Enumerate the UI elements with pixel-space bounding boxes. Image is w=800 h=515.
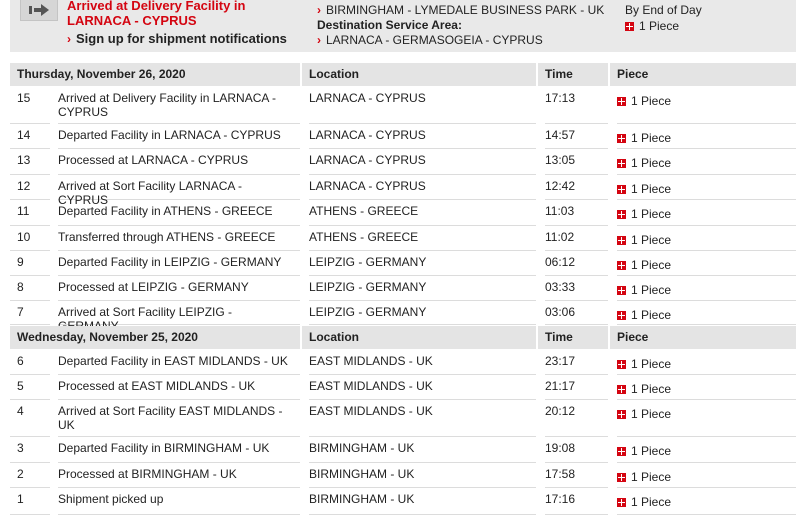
piece-label: 1 Piece xyxy=(631,283,672,297)
event-time: 17:16 xyxy=(545,488,608,515)
day-date-header: Thursday, November 26, 2020 xyxy=(10,63,300,86)
piece-toggle[interactable] xyxy=(617,308,671,322)
piece-label: 1 Piece xyxy=(631,407,672,421)
estimated-delivery: By End of Day xyxy=(625,3,702,17)
piece-label: 1 Piece xyxy=(631,470,672,484)
piece-toggle[interactable] xyxy=(617,407,671,421)
event-piece[interactable] xyxy=(617,400,796,437)
arrow-right-icon xyxy=(20,0,58,21)
expand-plus-icon[interactable] xyxy=(617,498,626,507)
event-piece[interactable] xyxy=(617,437,796,463)
pieces-summary[interactable] xyxy=(625,19,679,33)
expand-plus-icon[interactable] xyxy=(617,360,626,369)
piece-toggle[interactable] xyxy=(617,357,671,371)
expand-plus-icon[interactable] xyxy=(617,236,626,245)
piece-label: 1 Piece xyxy=(631,382,672,396)
event-time: 19:08 xyxy=(545,437,608,463)
event-piece[interactable] xyxy=(617,301,796,325)
piece-label: 1 Piece xyxy=(631,357,672,371)
piece-toggle[interactable] xyxy=(617,233,671,247)
piece-label: 1 Piece xyxy=(631,94,672,108)
event-location: ATHENS - GREECE xyxy=(309,226,536,251)
piece-label: 1 Piece xyxy=(631,207,672,221)
destination-value: LARNACA - GERMASOGEIA - CYPRUS xyxy=(326,33,543,47)
event-number: 9 xyxy=(10,251,50,276)
event-number: 13 xyxy=(10,149,50,175)
shipment-summary xyxy=(10,0,796,52)
piece-toggle[interactable] xyxy=(617,382,671,396)
event-location: EAST MIDLANDS - UK xyxy=(309,400,536,437)
piece-toggle[interactable] xyxy=(617,258,671,272)
expand-plus-icon[interactable] xyxy=(625,22,634,31)
event-description: Arrived at Sort Facility LARNACA - CYPRUS xyxy=(58,175,300,200)
event-description: Departed Facility in LARNACA - CYPRUS xyxy=(58,124,300,149)
location-column-header: Location xyxy=(302,326,536,349)
event-location: LEIPZIG - GERMANY xyxy=(309,251,536,276)
destination-service-area xyxy=(317,33,543,47)
piece-label: 1 Piece xyxy=(631,131,672,145)
event-time: 21:17 xyxy=(545,375,608,400)
piece-toggle[interactable] xyxy=(617,131,671,145)
piece-label: 1 Piece xyxy=(631,156,672,170)
expand-plus-icon[interactable] xyxy=(617,311,626,320)
event-description: Arrived at Sort Facility EAST MIDLANDS - UK xyxy=(58,400,300,437)
event-piece[interactable] xyxy=(617,200,796,226)
event-time: 12:42 xyxy=(545,175,608,200)
expand-plus-icon[interactable] xyxy=(617,97,626,106)
event-number: 12 xyxy=(10,175,50,200)
chevron-right-icon: › xyxy=(317,3,321,17)
expand-plus-icon[interactable] xyxy=(617,159,626,168)
event-description: Shipment picked up xyxy=(58,488,300,515)
event-number: 1 xyxy=(10,488,50,515)
event-location: LARNACA - CYPRUS xyxy=(309,175,536,200)
event-time: 14:57 xyxy=(545,124,608,149)
expand-plus-icon[interactable] xyxy=(617,410,626,419)
event-description: Arrived at Delivery Facility in LARNACA - CYPRUS xyxy=(58,87,300,124)
event-description: Departed Facility in BIRMINGHAM - UK xyxy=(58,437,300,463)
event-number: 6 xyxy=(10,350,50,375)
event-number: 11 xyxy=(10,200,50,226)
event-piece[interactable] xyxy=(617,375,796,400)
event-description: Departed Facility in EAST MIDLANDS - UK xyxy=(58,350,300,375)
day-date-header: Wednesday, November 25, 2020 xyxy=(10,326,300,349)
event-time: 11:02 xyxy=(545,226,608,251)
event-number: 5 xyxy=(10,375,50,400)
event-description: Processed at BIRMINGHAM - UK xyxy=(58,463,300,488)
event-piece[interactable] xyxy=(617,251,796,276)
event-location: BIRMINGHAM - UK xyxy=(309,437,536,463)
event-description: Processed at LARNACA - CYPRUS xyxy=(58,149,300,175)
event-piece[interactable] xyxy=(617,124,796,149)
event-description: Arrived at Sort Facility LEIPZIG - xyxy=(58,301,300,325)
event-time: 03:33 xyxy=(545,276,608,301)
piece-label: 1 Piece xyxy=(631,444,672,458)
pieces-summary-label: 1 Piece xyxy=(639,19,680,33)
event-number: 14 xyxy=(10,124,50,149)
piece-toggle[interactable] xyxy=(617,283,671,297)
event-location: EAST MIDLANDS - UK xyxy=(309,375,536,400)
origin-service-area xyxy=(317,3,604,17)
chevron-right-icon: › xyxy=(317,33,321,47)
event-number: 8 xyxy=(10,276,50,301)
piece-toggle[interactable] xyxy=(617,444,671,458)
event-number: 4 xyxy=(10,400,50,437)
destination-label: Destination Service Area: xyxy=(317,18,462,32)
location-column-header: Location xyxy=(302,63,536,86)
event-location: LARNACA - CYPRUS xyxy=(309,149,536,175)
event-location: EAST MIDLANDS - UK xyxy=(309,350,536,375)
expand-plus-icon[interactable] xyxy=(617,286,626,295)
event-piece[interactable] xyxy=(617,87,796,124)
expand-plus-icon[interactable] xyxy=(617,210,626,219)
piece-toggle[interactable] xyxy=(617,470,671,484)
event-time: 06:12 xyxy=(545,251,608,276)
piece-label: 1 Piece xyxy=(631,258,672,272)
piece-label: 1 Piece xyxy=(631,495,672,509)
expand-plus-icon[interactable] xyxy=(617,473,626,482)
event-time: 23:17 xyxy=(545,350,608,375)
event-number: 10 xyxy=(10,226,50,251)
event-number: 7 xyxy=(10,301,50,325)
piece-column-header: Piece xyxy=(610,63,796,86)
event-location: BIRMINGHAM - UK xyxy=(309,488,536,515)
piece-toggle[interactable] xyxy=(617,207,671,221)
event-location: LEIPZIG - GERMANY xyxy=(309,276,536,301)
piece-toggle[interactable] xyxy=(617,495,671,509)
event-description: Departed Facility in LEIPZIG - GERMANY xyxy=(58,251,300,276)
event-piece[interactable] xyxy=(617,350,796,375)
expand-plus-icon[interactable] xyxy=(617,261,626,270)
event-location: ATHENS - GREECE xyxy=(309,200,536,226)
piece-toggle[interactable] xyxy=(617,182,671,196)
event-description: Processed at EAST MIDLANDS - UK xyxy=(58,375,300,400)
origin-value: BIRMINGHAM - LYMEDALE BUSINESS PARK - UK xyxy=(326,3,605,17)
event-time: 11:03 xyxy=(545,200,608,226)
event-piece[interactable] xyxy=(617,149,796,175)
expand-plus-icon[interactable] xyxy=(617,185,626,194)
event-time: 20:12 xyxy=(545,400,608,437)
expand-plus-icon[interactable] xyxy=(617,385,626,394)
chevron-right-icon: › xyxy=(67,32,71,46)
event-number: 15 xyxy=(10,87,50,124)
time-column-header: Time xyxy=(538,326,608,349)
event-number: 3 xyxy=(10,437,50,463)
event-location: LEIPZIG - GERMANY xyxy=(309,301,536,325)
event-piece[interactable] xyxy=(617,463,796,488)
event-number: 2 xyxy=(10,463,50,488)
piece-toggle[interactable] xyxy=(617,94,671,108)
expand-plus-icon[interactable] xyxy=(617,134,626,143)
time-column-header: Time xyxy=(538,63,608,86)
event-description: Processed at LEIPZIG - GERMANY xyxy=(58,276,300,301)
piece-label: 1 Piece xyxy=(631,182,672,196)
event-location: LARNACA - CYPRUS xyxy=(309,124,536,149)
event-location: BIRMINGHAM - UK xyxy=(309,463,536,488)
event-time: 13:05 xyxy=(545,149,608,175)
event-location: LARNACA - CYPRUS xyxy=(309,87,536,124)
piece-label: 1 Piece xyxy=(631,233,672,247)
event-piece[interactable] xyxy=(617,276,796,301)
event-time: 17:13 xyxy=(545,87,608,124)
event-piece[interactable] xyxy=(617,226,796,251)
shipment-status: Arrived at Delivery Facility in LARNACA - CYPRUS xyxy=(67,0,246,28)
event-description: Transferred through ATHENS - GREECE xyxy=(58,226,300,251)
event-time: 03:06 xyxy=(545,301,608,325)
event-piece[interactable] xyxy=(617,175,796,200)
event-description: Departed Facility in ATHENS - GREECE xyxy=(58,200,300,226)
event-time: 17:58 xyxy=(545,463,608,488)
piece-toggle[interactable] xyxy=(617,156,671,170)
event-piece[interactable] xyxy=(617,488,796,515)
shipment-notifications-link[interactable] xyxy=(67,31,287,46)
piece-label: 1 Piece xyxy=(631,308,672,322)
notify-label: Sign up for shipment notifications xyxy=(76,31,287,46)
piece-column-header: Piece xyxy=(610,326,796,349)
expand-plus-icon[interactable] xyxy=(617,447,626,456)
